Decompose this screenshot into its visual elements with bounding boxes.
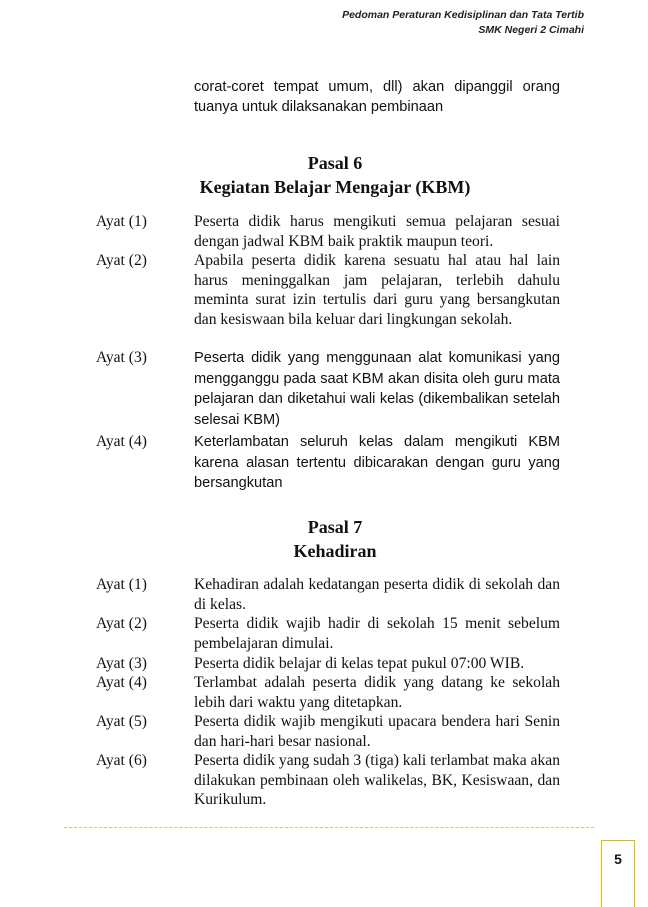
pasal-6-number: Pasal 6 <box>307 153 363 173</box>
pasal-7-ayat-4-label: Ayat (4) <box>96 674 147 691</box>
pasal-6-ayat-4-text: Keterlambatan seluruh kelas dalam mengikuti KBM karena alasan tertentu dibicarakan dengan guru yang bersangkutan <box>194 434 560 491</box>
footer-divider <box>64 827 594 828</box>
running-header <box>342 8 584 38</box>
pasal-7-ayat-6-label: Ayat (6) <box>96 752 147 769</box>
pasal-7-ayat-1-text: Kehadiran adalah kedatangan peserta didik di sekolah dan di kelas. <box>194 576 560 613</box>
pasal-7-ayat-3-label: Ayat (3) <box>96 655 147 672</box>
pasal-7-ayat-2-text: Peserta didik wajib hadir di sekolah 15 menit sebelum pembelajaran dimulai. <box>194 615 560 652</box>
pasal-7-ayat-2-label: Ayat (2) <box>96 615 147 632</box>
pasal-7-number: Pasal 7 <box>307 517 363 537</box>
pasal-6-title: Kegiatan Belajar Mengajar (KBM) <box>199 177 471 197</box>
pasal-6-ayat-2-text: Apabila peserta didik karena sesuatu hal atau hal lain harus meninggalkan jam pelajaran, terlebih dahulu meminta surat izin tertulis dari guru yang bersangkutan dan kesiswaan bila keluar dari lingkungan sekolah. <box>194 252 560 328</box>
pasal-7-ayat-4-text: Terlambat adalah peserta didik yang datang ke sekolah lebih dari waktu yang ditetapkan. <box>194 674 560 711</box>
pasal-7-ayat-5-label: Ayat (5) <box>96 713 147 730</box>
pasal-7-ayat-3-text: Peserta didik belajar di kelas tepat pukul 07:00 WIB. <box>194 655 525 672</box>
pasal-7-ayat-5-text: Peserta didik wajib mengikuti upacara bendera hari Senin dan hari-hari besar nasional. <box>194 713 560 750</box>
pasal-6-ayat-4-label: Ayat (4) <box>96 433 147 450</box>
header-title: Pedoman Peraturan Kedisiplinan dan Tata Tertib <box>342 9 584 21</box>
pasal-6-ayat-1-label: Ayat (1) <box>96 213 147 230</box>
pasal-7-title: Kehadiran <box>293 541 377 561</box>
pasal-7-ayat-6-text: Peserta didik yang sudah 3 (tiga) kali terlambat maka akan dilakukan pembinaan oleh walikelas, BK, Kesiswaan, dan Kurikulum. <box>194 752 560 808</box>
pasal-6-ayat-3-label: Ayat (3) <box>96 349 147 366</box>
pasal-6-ayat-3-text: Peserta didik yang menggunaan alat komunikasi yang mengganggu pada saat KBM akan disita oleh guru mata pelajaran dan diketahui wali kelas (dikembalikan setelah selesai KBM) <box>194 350 560 428</box>
intro-paragraph: corat-coret tempat umum, dll) akan dipanggil orang tuanya untuk dilaksanakan pembinaan <box>194 79 560 115</box>
pasal-6-ayat-1-text: Peserta didik harus mengikuti semua pelajaran sesuai dengan jadwal KBM baik praktik maupun teori. <box>194 213 560 250</box>
page-number: 5 <box>614 851 622 867</box>
header-school: SMK Negeri 2 Cimahi <box>478 24 584 36</box>
pasal-7-ayat-1-label: Ayat (1) <box>96 576 147 593</box>
pasal-6-ayat-2-label: Ayat (2) <box>96 252 147 269</box>
page-number-box <box>601 840 635 907</box>
